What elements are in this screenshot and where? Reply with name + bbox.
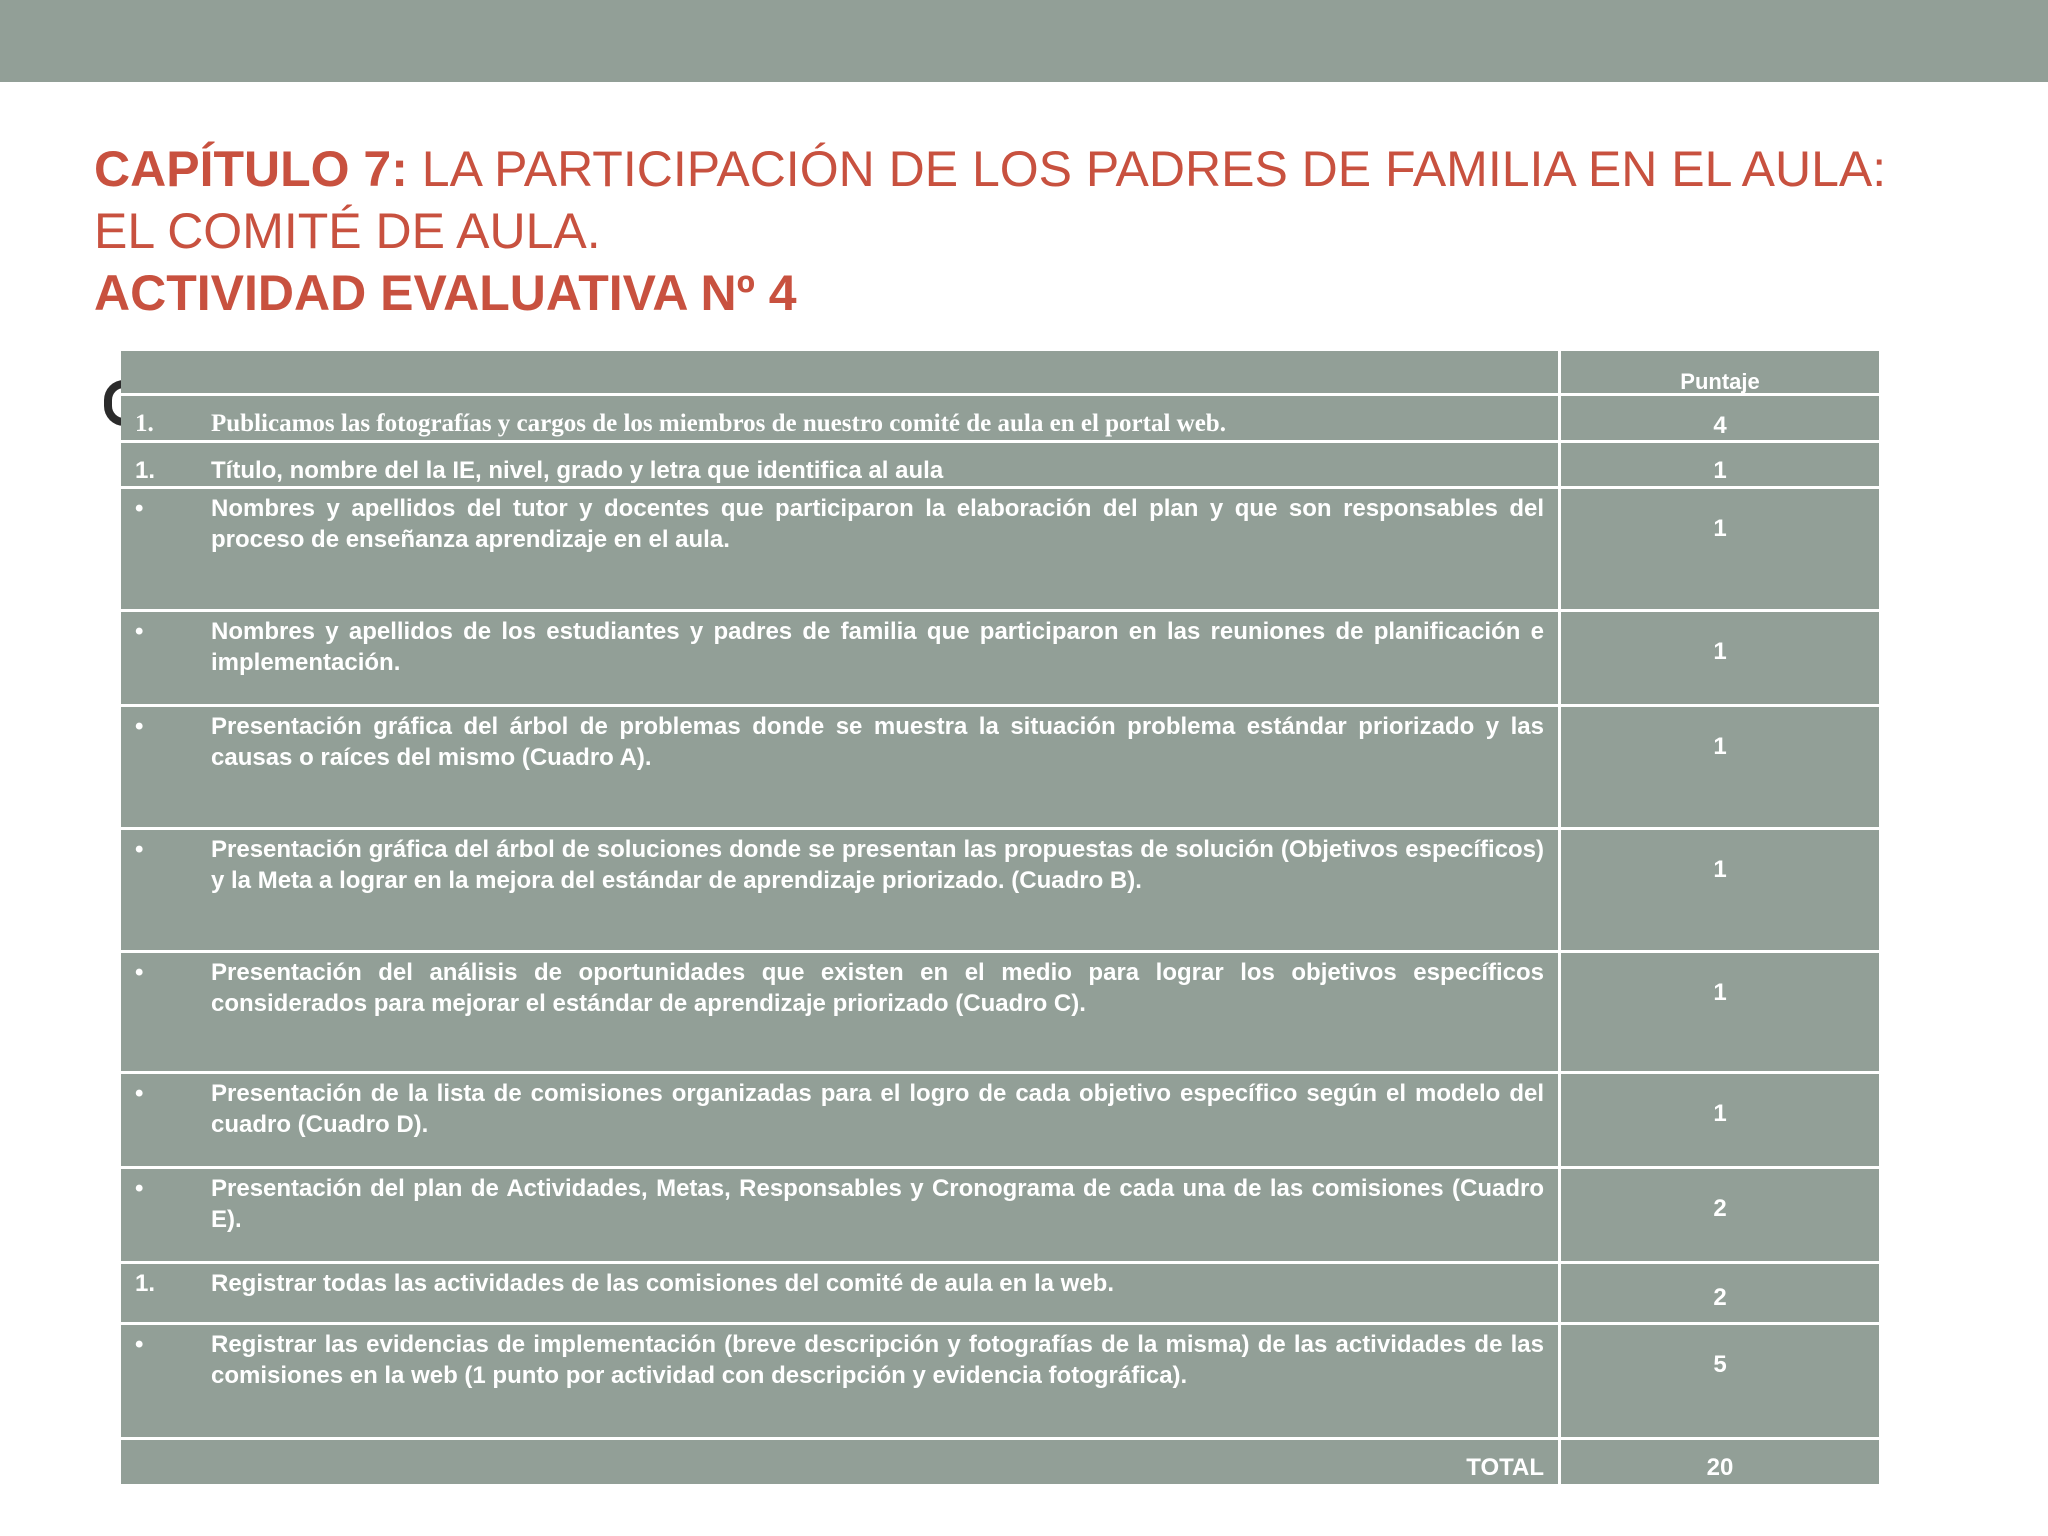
row-text: Registrar todas las actividades de las comisiones del comité de aula en la web. [211, 1270, 1115, 1297]
row-score: 1 [1561, 1074, 1879, 1166]
title-line-1 [94, 138, 1994, 200]
row-text: Presentación del plan de Actividades, Metas, Responsables y Cronograma de cada una de las comisiones (Cuadro E). [211, 1175, 1544, 1233]
row-score: 5 [1561, 1325, 1879, 1437]
row-text: Presentación de la lista de comisiones organizadas para el logro de cada objetivo específico según el modelo del cuadro (Cuadro D). [211, 1080, 1544, 1138]
table-row [121, 953, 1879, 1071]
table-row [121, 1325, 1879, 1437]
row-marker: • [135, 1331, 144, 1358]
row-text: Publicamos las fotografías y cargos de los miembros de nuestro comité de aula en el portal web. [211, 410, 1226, 437]
row-description [121, 489, 1561, 609]
rubric-table [121, 348, 1879, 1487]
row-marker: 1. [135, 457, 156, 484]
row-description [121, 1264, 1561, 1322]
table-row [121, 707, 1879, 827]
row-score: 2 [1561, 1169, 1879, 1261]
table-row [121, 1169, 1879, 1261]
chapter-label: CAPÍTULO 7: [94, 141, 408, 197]
row-text: Presentación gráfica del árbol de problemas donde se muestra la situación problema estándar priorizado y las causas o raíces del mismo (Cuadro A). [211, 713, 1544, 771]
table-row [121, 1264, 1879, 1322]
row-marker: • [135, 959, 144, 986]
row-description [121, 1169, 1561, 1261]
row-marker: • [135, 836, 144, 863]
table-header-row [121, 351, 1879, 393]
row-description [121, 707, 1561, 827]
header-score-cell: Puntaje [1561, 351, 1879, 393]
row-marker: • [135, 618, 144, 645]
total-label-cell: TOTAL [121, 1440, 1561, 1484]
row-marker: 1. [135, 1270, 156, 1297]
row-marker: 1. [135, 410, 154, 437]
row-description [121, 443, 1561, 486]
row-score: 1 [1561, 443, 1879, 486]
table-row [121, 1074, 1879, 1166]
row-score: 1 [1561, 707, 1879, 827]
row-marker: • [135, 713, 144, 740]
row-marker: • [135, 1175, 144, 1202]
header-description-cell [121, 351, 1561, 393]
chapter-title: LA PARTICIPACIÓN DE LOS PADRES DE FAMILIA EN EL AULA: [407, 141, 1887, 197]
table-row [121, 830, 1879, 950]
row-score: 1 [1561, 830, 1879, 950]
row-description [121, 1074, 1561, 1166]
activity-subtitle: ACTIVIDAD EVALUATIVA Nº 4 [94, 265, 797, 321]
table-row [121, 612, 1879, 704]
table-row [121, 443, 1879, 486]
row-text: Registrar las evidencias de implementación (breve descripción y fotografías de la misma) de las actividades de las comisiones en la web (1 punto por actividad con descripción y evidencia fotográfica). [211, 1331, 1544, 1389]
row-description [121, 396, 1561, 440]
row-marker: • [135, 495, 144, 522]
slide-heading [94, 138, 1994, 324]
row-score: 1 [1561, 489, 1879, 609]
row-score: 2 [1561, 1264, 1879, 1322]
row-description [121, 612, 1561, 704]
table-total-row [121, 1440, 1879, 1484]
total-score-cell: 20 [1561, 1440, 1879, 1484]
top-band [0, 0, 2048, 82]
row-description [121, 953, 1561, 1071]
row-text: Nombres y apellidos del tutor y docentes que participaron la elaboración del plan y que son responsables del proceso de enseñanza aprendizaje en el aula. [211, 495, 1544, 553]
row-marker: • [135, 1080, 144, 1107]
row-description [121, 830, 1561, 950]
row-text: Título, nombre del la IE, nivel, grado y letra que identifica al aula [211, 457, 944, 484]
row-score: 4 [1561, 396, 1879, 440]
title-line-2: EL COMITÉ DE AULA. [94, 203, 601, 259]
row-text: Presentación del análisis de oportunidades que existen en el medio para lograr los objetivos específicos considerados para mejorar el estándar de aprendizaje priorizado (Cuadro C). [211, 959, 1544, 1017]
row-text: Nombres y apellidos de los estudiantes y padres de familia que participaron en las reuniones de planificación e implementación. [211, 618, 1544, 676]
row-description [121, 1325, 1561, 1437]
table-row [121, 396, 1879, 440]
row-score: 1 [1561, 612, 1879, 704]
row-text: Presentación gráfica del árbol de soluciones donde se presentan las propuestas de solución (Objetivos específicos) y la Meta a lograr en la mejora del estándar de aprendizaje priorizado. (Cuadro B). [211, 836, 1544, 894]
table-row [121, 489, 1879, 609]
row-score: 1 [1561, 953, 1879, 1071]
